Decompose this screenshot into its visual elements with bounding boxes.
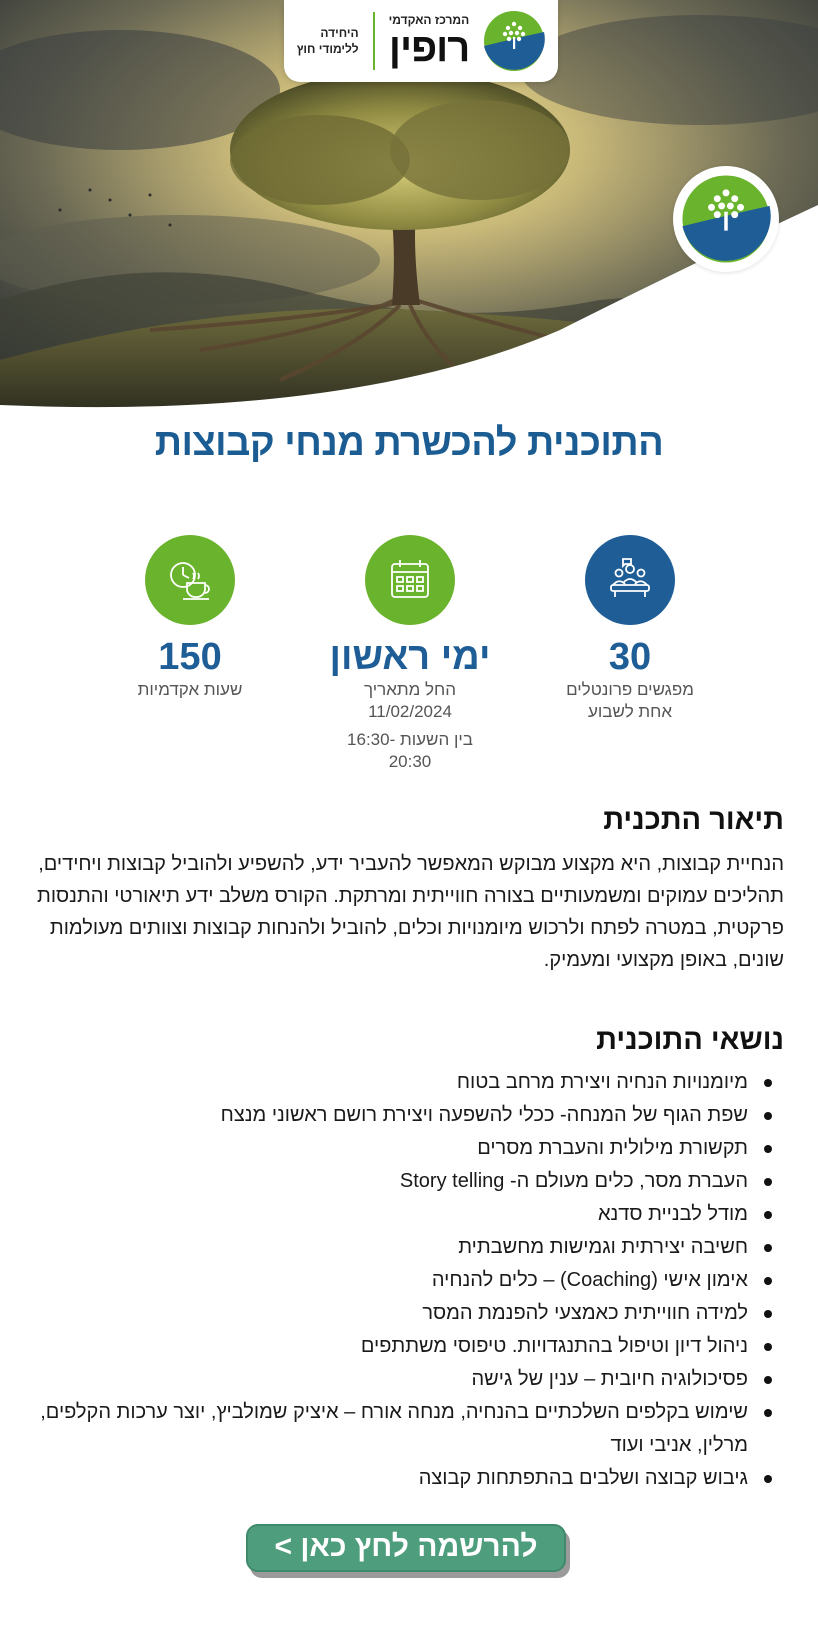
ruppin-tree-badge-icon [681,174,771,264]
calendar-icon [383,553,437,607]
list-item: מודל לבניית סדנא [24,1198,784,1231]
list-item: חשיבה יצירתית וגמישות מחשבתית [24,1231,784,1264]
page-title: התוכנית להכשרת מנחי קבוצות [154,422,664,464]
register-button[interactable]: להרשמה לחץ כאן > [246,1524,566,1572]
list-item: אימון אישי (Coaching) – כלים להנחיה [24,1264,784,1297]
list-item: גיבוש קבוצה ושלבים בהתפתחות קבוצה [24,1462,784,1495]
unit-line1: היחידה [320,26,359,40]
clock-coffee-icon [163,553,217,607]
topics-list [24,1066,784,1495]
brand-text [389,13,470,69]
stat-days [290,535,530,773]
meetings-circle [585,535,675,625]
days-hours-end: 20:30 [388,752,432,771]
hero-banner [0,0,818,420]
brand-name: רופין [388,26,470,70]
list-item: מיומנויות הנחיה ויצירת מרחב בטוח [24,1066,784,1099]
unit-line2: ללימודי חוץ [296,42,359,56]
list-item: שפת הגוף של המנחה- ככלי להשפעה ויצירת רושם ראשוני מנצח [24,1099,784,1132]
list-item: למידה חווייתית כאמצעי להפנמת המסר [24,1297,784,1330]
list-item: תקשורת מילולית והעברת מסרים [24,1132,784,1165]
group-meeting-icon [603,553,657,607]
days-hours-label: בין השעות -16:30 [347,730,473,749]
hours-circle [145,535,235,625]
hours-label: שעות אקדמיות [137,680,243,699]
logo-divider [373,12,375,70]
days-value: ימי ראשון [329,636,491,678]
list-item: העברת מסר, כלים מעולם ה- Story telling [24,1165,784,1198]
stat-meetings [510,535,750,723]
days-circle [365,535,455,625]
stat-hours [70,535,310,701]
ruppin-logo-header[interactable] [284,0,558,82]
brand-subtitle: המרכז האקדמי [388,13,470,27]
description-text: הנחיית קבוצות, היא מקצוע מבוקש המאפשר להעביר ידע, להשפיע ולהוביל קבוצות ויחידים, תהליכים עמוקים ומשמעותיים בצורה חווייתית ומרתקת. הקורס משלב ידע תיאורטי והתנסות פרקטית, במטרה לפתח ולרכוש מיומנויות וכלים, להוביל ולהנחות קבוצות וצוותים מעולמות שונים, באופן מקצועי ומעמיק. [37,853,784,971]
list-item: שימוש בקלפים השלכתיים בהנחיה, מנחה אורח – איציק שמולביץ, יוצר ערכות הקלפים, מרלין, אניבי ועוד [24,1396,784,1462]
ruppin-badge-logo [673,166,779,272]
ruppin-tree-logo-icon [483,10,545,72]
meetings-label: מפגשים פרונטלים [566,680,694,699]
days-start-date: 11/02/2024 [368,702,452,721]
hours-count: 150 [158,636,222,678]
topics-heading: נושאי התוכנית [596,1024,784,1056]
list-item: פסיכולוגיה חיובית – ענין של גישה [24,1363,784,1396]
list-item: ניהול דיון וטיפול בהתנגדויות. טיפוסי משתתפים [24,1330,784,1363]
description-heading: תיאור התכנית [603,804,784,836]
days-start-label: החל מתאריך [363,680,457,699]
meetings-count: 30 [608,636,652,678]
unit-text [297,25,359,57]
meetings-frequency: אחת לשבוע [587,702,673,721]
